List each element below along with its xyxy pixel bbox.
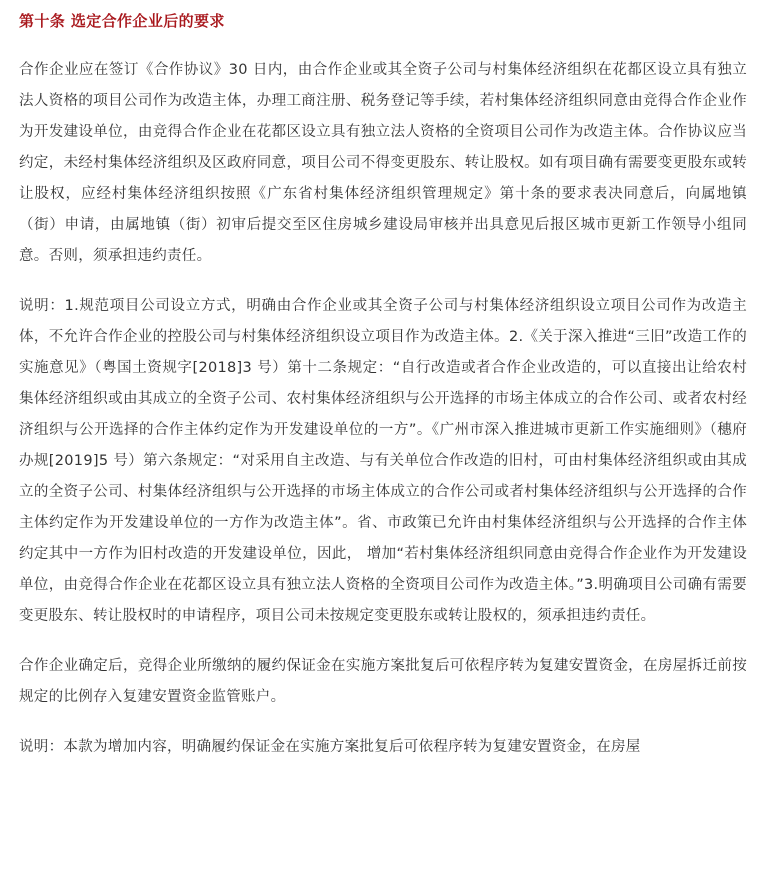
paragraph-explanation-1: 说明：1.规范项目公司设立方式，明确由合作企业或其全资子公司与村集体经济组织设立项目公司作为改造主体，不允许合作企业的控股公司与村集体经济组织设立项目作为改造主体。2.《关于深入推进“三旧”改造工作的实施意见》（粤国土资规字[2018]3 号）第十二条规定：“自行改造或者合作企业改造的，可以直接出让给农村集体经济组织或由其成立的全资子公司、农村集体经济组织与公开选择的市场主体成立的合作公司、或者农村经济组织与公开选择的合作主体约定作为开发建设单位的一方”。《广州市深入推进城市更新工作实施细则》（穗府办规[2019]5 号）第六条规定：“对采用自主改造、与有关单位合作改造的旧村，可由村集体经济组织或由其成立的全资子公司、村集体经济组织与公开选择的市场主体成立的合作公司或者村集体经济组织与公开选择的合作主体约定作为开发建设单位的一方作为改造主体”。省、市政策已允许由村集体经济组织与公开选择的合作主体约定其中一方作为旧村改造的开发建设单位，因此， 增加“若村集体经济组织同意由竞得合作企业作为开发建设单位，由竞得合作企业在花都区设立具有独立法人资格的全资项目公司作为改造主体。”3.明确项目公司确有需要变更股东、转让股权时的申请程序，项目公司未按规定变更股东或转让股权的，须承担违约责任。 — [19, 298, 747, 624]
paragraph-deposit-terms: 合作企业确定后，竞得企业所缴纳的履约保证金在实施方案批复后可依程序转为复建安置资金，在房屋拆迁前按规定的比例存入复建安置资金监管账户。 — [19, 658, 747, 705]
paragraph-agreement-terms: 合作企业应在签订《合作协议》30 日内，由合作企业或其全资子公司与村集体经济组织在花都区设立具有独立法人资格的项目公司作为改造主体，办理工商注册、税务登记等手续，若村集体经济组织同意由竞得合作企业作为开发建设单位，由竞得合作企业在花都区设立具有独立法人资格的全资项目公司作为改造主体。合作协议应当约定，未经村集体经济组织及区政府同意，项目公司不得变更股东、转让股权。如有项目确有需要变更股东或转让股权，应经村集体经济组织按照《广东省村集体经济组织管理规定》第十条的要求表决同意后，向属地镇（街）申请，由属地镇（街）初审后提交至区住房城乡建设局审核并出具意见后报区城市更新工作领导小组同意。否则，须承担违约责任。 — [19, 62, 747, 264]
article-heading: 第十条 选定合作企业后的要求 — [19, 12, 225, 30]
document-body — [19, 0, 747, 763]
paragraph-explanation-2: 说明：本款为增加内容，明确履约保证金在实施方案批复后可依程序转为复建安置资金，在房屋 — [19, 739, 641, 755]
